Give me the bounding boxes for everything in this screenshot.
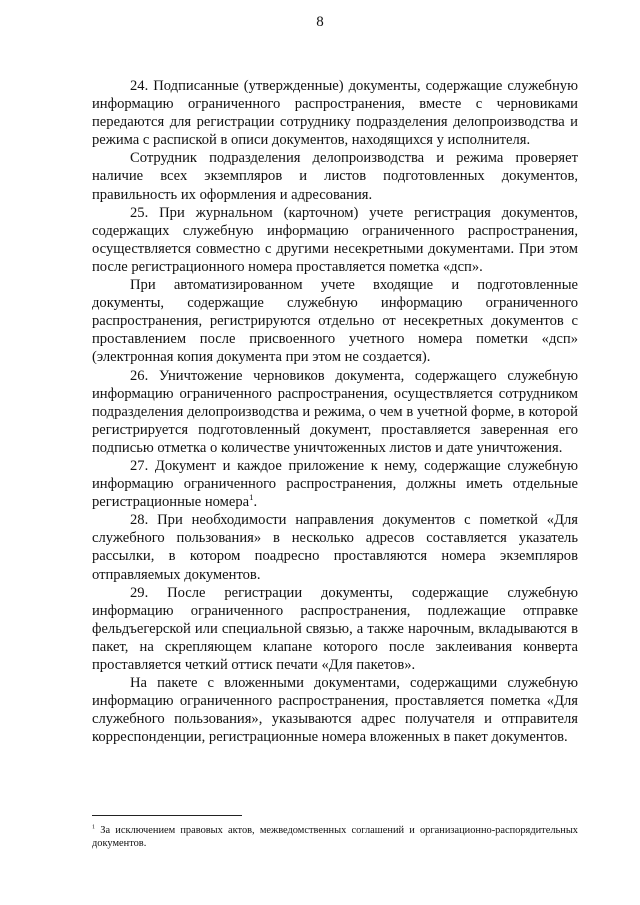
paragraph-27-text: 27. Документ и каждое приложение к нему, содержащие служебную информацию ограниченного распространения, должны иметь отдельные регистрационные номера [92,457,578,511]
footnote [92,824,578,850]
document-body [92,77,578,746]
paragraph-24-check: Сотрудник подразделения делопроизводства и режима проверяет наличие всех экземпляров и листов подготовленных документов, правильность их оформления и адресования. [92,150,578,203]
paragraph-24: 24. Подписанные (утвержденные) документы, содержащие служебную информацию ограниченного распространения, вместе с черновиками передаются для регистрации сотруднику подразделения делопроизводства и режима с распиской в описи документов, находящихся у исполнителя. [92,78,578,149]
paragraph-29-envelope: На пакете с вложенными документами, содержащими служебную информацию ограниченного распространения, проставляется пометка «Для служебного пользования», указываются адрес получателя и отправителя корреспонденции, регистрационные номера вложенных в пакет документов. [92,675,578,746]
footnote-text: За исключением правовых актов, межведомственных соглашений и организационно-распорядительных документов. [92,825,578,849]
paragraph-29: 29. После регистрации документы, содержащие служебную информацию ограниченного распространения, подлежащие отправке фельдъегерской или специальной связью, а также нарочным, вкладываются в пакет, на скрепляющем клапане которого после заклеивания конверта проставляется четкий оттиск печати «Для пакетов». [92,584,578,673]
paragraph-25-automated: При автоматизированном учете входящие и подготовленные документы, содержащие служебную информацию ограниченного распространения, регистрируются отдельно от несекретных документов с проставлением после присвоенного учетного номера пометки «дсп» (электронная копия документа при этом не создается). [92,277,578,366]
paragraph-27-end: . [253,494,258,511]
paragraph-28: 28. При необходимости направления документов с пометкой «Для служебного пользования» в несколько адресов составляется указатель рассылки, в котором поадресно проставляются номера экземпляров отправляемых документов. [92,512,578,583]
paragraph-26: 26. Уничтожение черновиков документа, содержащего служебную информацию ограниченного распространения, осуществляется сотрудником подразделения делопроизводства и режима, о чем в учетной форме, в которой регистрируется подготовленный документ, проставляется заверенная его подписью отметка о количестве уничтоженных листов и дате уничтожения. [92,367,578,456]
paragraph-25: 25. При журнальном (карточном) учете регистрация документов, содержащих служебную информацию ограниченного распространения, осуществляется совместно с другими несекретными документами. При этом после регистрационного номера проставляется пометка «дсп». [92,204,578,275]
footnote-reference[interactable]: 1 [249,492,254,503]
footnote-marker: 1 [92,823,96,831]
paragraph-27 [92,457,578,511]
page-number: 8 [316,14,324,30]
footnote-divider [92,815,242,816]
